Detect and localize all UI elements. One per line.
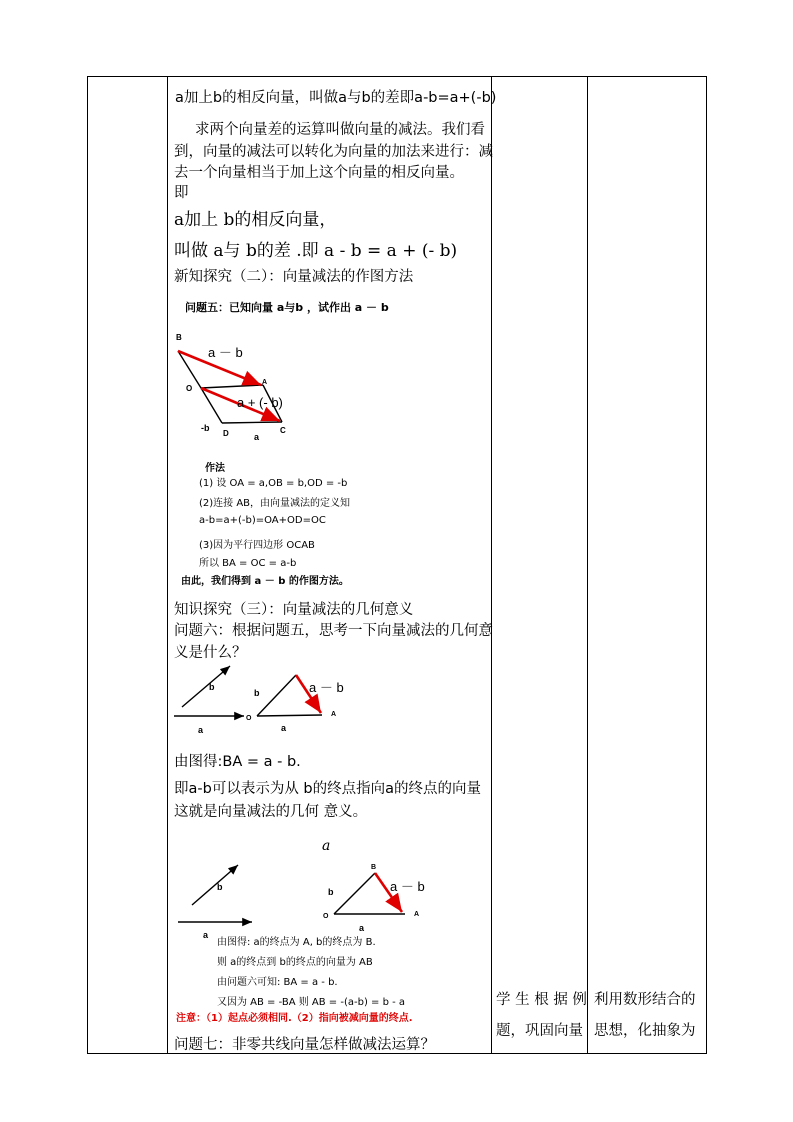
note-line: 由图得: a的终点为 A, b的终点为 B. bbox=[217, 937, 376, 948]
student-activity: 学 生 根 据 例 bbox=[496, 992, 587, 1008]
paragraph-line: 求两个向量差的运算叫做向量的减法。我们看 bbox=[195, 122, 485, 138]
column-divider bbox=[491, 77, 492, 1053]
method-step: 所以 BA = OC = a-b bbox=[199, 558, 297, 569]
question-seven: 问题七：非零共线向量怎样做减法运算？ bbox=[174, 1037, 435, 1053]
label-a: a bbox=[281, 723, 287, 733]
note-line: 又因为 AB = -BA 则 AB = -(a-b) = b - a bbox=[217, 997, 406, 1008]
paragraph-line: 到，向量的减法可以转化为向量的加法来进行：减 bbox=[174, 144, 493, 160]
method-step: (2)连接 AB，由向量减法的定义知 bbox=[199, 498, 351, 509]
triangle-figure bbox=[170, 855, 440, 940]
definition-line: a加上b的相反向量，叫做a与b的差即a-b=a+(-b) bbox=[175, 90, 497, 106]
label-a: a bbox=[203, 930, 209, 940]
label-a: a bbox=[359, 923, 365, 933]
label-a-minus-b: a － b bbox=[208, 345, 243, 360]
label-neg-b: -b bbox=[201, 423, 210, 433]
label-B: B bbox=[371, 864, 377, 871]
note-line: 由问题六可知: BA = a - b. bbox=[217, 977, 338, 988]
vector-b-left bbox=[192, 865, 238, 905]
geometric-meaning: 这就是向量减法的几何 意义。 bbox=[174, 804, 368, 820]
label-a-plus-neg-b: a + (- b) bbox=[237, 395, 283, 410]
label-A: A bbox=[331, 711, 337, 718]
geometric-result: 由图得:BA = a - b. bbox=[174, 754, 301, 770]
section-heading: 知识探究（三）：向量减法的几何意义 bbox=[174, 602, 414, 618]
question-five: 问题五：已知向量 a与b ，试作出 a － b bbox=[185, 301, 389, 314]
triangle-base bbox=[257, 715, 322, 716]
label-b: b bbox=[217, 882, 223, 892]
label-a: a bbox=[198, 725, 204, 735]
label-A: A bbox=[414, 911, 420, 918]
label-O: O bbox=[323, 913, 329, 920]
method-title: 作法 bbox=[205, 463, 225, 474]
parallelogram-figure bbox=[170, 325, 320, 445]
triangle-left bbox=[257, 675, 296, 716]
label-b: b bbox=[254, 688, 260, 698]
label-A: A bbox=[262, 379, 268, 386]
label-O: O bbox=[186, 384, 193, 393]
label-C: C bbox=[280, 426, 286, 435]
label-a-minus-b: a － b bbox=[309, 680, 344, 695]
attention-note: 注意：（1）起点必须相同.（2）指向被减向量的终点. bbox=[176, 1013, 413, 1024]
method-step: (3)因为平行四边形 OCAB bbox=[199, 540, 315, 551]
label-a: a bbox=[254, 432, 260, 442]
note-line: 则 a的终点到 b的终点的向量为 AB bbox=[217, 957, 373, 968]
paragraph-line: 去一个向量相当于加上这个向量的相反向量。 bbox=[174, 165, 464, 181]
question-six: 问题六：根据问题五，思考一下向量减法的几何意 bbox=[174, 623, 493, 639]
vector-OA bbox=[201, 385, 263, 388]
definition-line: a加上 b的相反向量， bbox=[174, 210, 337, 230]
method-step: a-b=a+(-b)=OA+OD=OC bbox=[199, 515, 326, 526]
design-intent: 利用数形结合的 bbox=[594, 992, 696, 1008]
vector-a-symbol: a bbox=[322, 838, 331, 854]
edge-DC bbox=[222, 422, 282, 423]
paragraph-line: 即 bbox=[174, 185, 189, 201]
question-six: 义是什么？ bbox=[174, 645, 247, 661]
label-b: b bbox=[209, 682, 215, 692]
student-activity: 题，巩固向量 bbox=[496, 1023, 583, 1039]
triangle-left bbox=[334, 873, 375, 914]
label-b: b bbox=[328, 887, 334, 897]
definition-formula: 叫做 a与 b的差 .即 a - b = a + (- b) bbox=[174, 241, 458, 261]
method-conclusion: 由此，我们得到 a － b 的作图方法。 bbox=[181, 576, 349, 587]
design-intent: 思想，化抽象为 bbox=[594, 1023, 696, 1039]
column-divider bbox=[167, 77, 168, 1053]
column-divider bbox=[587, 77, 588, 1053]
vector-b-left bbox=[182, 666, 230, 707]
section-heading: 新知探究（二）：向量减法的作图方法 bbox=[174, 269, 414, 285]
label-B: B bbox=[176, 333, 182, 342]
geometric-meaning: 即a-b可以表示为从 b的终点指向a的终点的向量 bbox=[174, 781, 482, 797]
method-step: (1) 设 OA = a,OB = b,OD = -b bbox=[199, 478, 348, 489]
label-a-minus-b: a － b bbox=[390, 879, 425, 894]
label-D: D bbox=[223, 429, 229, 438]
label-O: O bbox=[246, 715, 252, 722]
vector-pair-figure bbox=[170, 660, 360, 738]
